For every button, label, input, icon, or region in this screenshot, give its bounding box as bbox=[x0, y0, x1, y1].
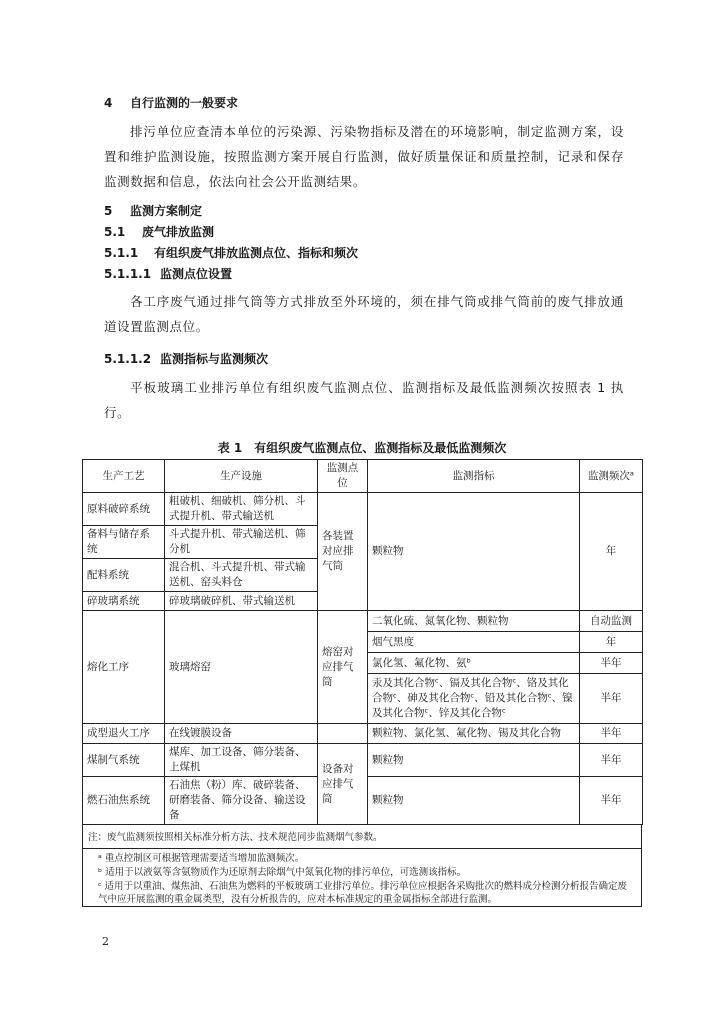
cell-facility: 在线镀膜设备 bbox=[165, 724, 318, 744]
header-point: 监测点位 bbox=[318, 460, 368, 493]
section-title: 自行监测的一般要求 bbox=[130, 96, 239, 110]
footnote-c: ᶜ 适用于以重油、煤焦油、石油焦为燃料的平板玻璃工业排污单位。排污单位应根据各采购批次的燃料成分检测分析报告确定废气中应开展监测的重金属类型，没有分析报告的，应对本标准规定的重金属指标全部进行监测。 bbox=[98, 881, 628, 905]
header-indicator: 监测指标 bbox=[368, 460, 580, 493]
section-title: 监测方案制定 bbox=[130, 204, 203, 218]
section-number: 5.1.1.1 bbox=[104, 267, 152, 281]
cell-indicator: 颗粒物 bbox=[368, 493, 580, 611]
cell-frequency: 年 bbox=[580, 632, 643, 653]
cell-facility: 石油焦（粉）库、破碎装备、研磨装备、筛分设备、输送设备 bbox=[165, 777, 318, 825]
section-number: 5.1.1 bbox=[104, 246, 139, 260]
cell-facility: 碎玻璃破碎机、带式输送机 bbox=[165, 592, 318, 611]
cell-facility: 混合机、斗式提升机、带式输送机、窑头料仓 bbox=[165, 559, 318, 592]
cell-point: 设备对应排气筒 bbox=[318, 744, 368, 825]
section-5-1-1-1-heading bbox=[104, 266, 232, 282]
cell-process: 碎玻璃系统 bbox=[83, 592, 165, 611]
cell-process: 燃石油焦系统 bbox=[83, 777, 165, 825]
section-number: 5.1 bbox=[104, 225, 126, 239]
section-5-1-1-heading bbox=[104, 245, 358, 261]
table-row bbox=[83, 744, 643, 777]
section-5-1-1-2-heading bbox=[104, 351, 268, 367]
paragraph-self-monitoring: 排污单位应查清本单位的污染源、污染物指标及潜在的环境影响，制定监测方案，设置和维护监测设施，按照监测方案开展自行监测，做好质量保证和质量控制，记录和保存监测数据和信息，依法向社会公开监测结果。 bbox=[104, 124, 624, 189]
cell-process: 原料破碎系统 bbox=[83, 493, 165, 526]
cell-process: 煤制气系统 bbox=[83, 744, 165, 777]
cell-frequency: 自动监测 bbox=[580, 611, 643, 632]
table-row bbox=[83, 724, 643, 744]
paragraph-table-reference: 平板玻璃工业排污单位有组织废气监测点位、监测指标及最低监测频次按照表 1 执行。 bbox=[104, 380, 624, 420]
section-title: 废气排放监测 bbox=[142, 225, 215, 239]
section-title: 监测点位设置 bbox=[160, 267, 233, 281]
cell-frequency: 半年 bbox=[580, 724, 643, 744]
footnote-a: ᵃ 重点控制区可根据管理需要适当增加监测频次。 bbox=[98, 853, 305, 864]
cell-process: 成型退火工序 bbox=[83, 724, 165, 744]
cell-indicator: 汞及其化合物ᶜ、镉及其化合物ᶜ、铬及其化合物ᶜ、砷及其化合物ᶜ、铅及其化合物ᶜ、镍及其化合物ᶜ、锌及其化合物ᶜ bbox=[368, 674, 580, 724]
cell-process: 熔化工序 bbox=[83, 611, 165, 724]
table-row bbox=[83, 493, 643, 526]
cell-frequency: 半年 bbox=[580, 777, 643, 825]
cell-facility: 粗破机、细破机、筛分机、斗式提升机、带式输送机 bbox=[165, 493, 318, 526]
table-header-row bbox=[83, 460, 643, 493]
cell-frequency: 半年 bbox=[580, 674, 643, 724]
section-title: 有组织废气排放监测点位、指标和频次 bbox=[154, 246, 359, 260]
page-number: 2 bbox=[102, 935, 109, 948]
cell-point: 熔窑对应排气筒 bbox=[318, 611, 368, 724]
table-caption: 表 1 有组织废气监测点位、监测指标及最低监测频次 bbox=[217, 441, 507, 455]
notes-divider bbox=[82, 848, 642, 849]
header-facility: 生产设施 bbox=[165, 460, 318, 493]
cell-indicator: 颗粒物 bbox=[368, 777, 580, 825]
cell-frequency: 半年 bbox=[580, 744, 643, 777]
section-title: 监测指标与监测频次 bbox=[160, 352, 269, 366]
cell-indicator: 烟气黑度 bbox=[368, 632, 580, 653]
cell-process: 配料系统 bbox=[83, 559, 165, 592]
cell-indicator: 颗粒物 bbox=[368, 744, 580, 777]
section-5-heading bbox=[104, 203, 202, 219]
section-4-heading bbox=[104, 95, 238, 111]
cell-frequency: 半年 bbox=[580, 653, 643, 674]
table-row bbox=[83, 611, 643, 632]
cell-indicator: 颗粒物、氯化氢、氟化物、锡及其化合物 bbox=[368, 724, 580, 744]
cell-frequency: 年 bbox=[580, 493, 643, 611]
cell-facility: 煤库、加工设备、筛分装备、上煤机 bbox=[165, 744, 318, 777]
section-number: 4 bbox=[104, 96, 113, 110]
paragraph-monitoring-points: 各工序废气通过排气筒等方式排放至外环境的，须在排气筒或排气筒前的废气排放通道设置监测点位。 bbox=[104, 294, 624, 334]
cell-facility: 斗式提升机、带式输送机、筛分机 bbox=[165, 526, 318, 559]
cell-indicator: 氯化氢、氟化物、氨ᵇ bbox=[368, 653, 580, 674]
footnote-b: ᵇ 适用于以液氨等含氨物质作为还原剂去除烟气中氮氧化物的排污单位，可选测该指标。 bbox=[98, 867, 467, 878]
cell-facility: 玻璃熔窑 bbox=[165, 611, 318, 724]
cell-indicator: 二氧化硫、氮氧化物、颗粒物 bbox=[368, 611, 580, 632]
section-5-1-heading bbox=[104, 224, 214, 240]
section-number: 5.1.1.2 bbox=[104, 352, 152, 366]
header-process: 生产工艺 bbox=[83, 460, 165, 493]
section-number: 5 bbox=[104, 204, 113, 218]
cell-point bbox=[318, 724, 368, 744]
cell-point: 各装置对应排气筒 bbox=[318, 493, 368, 611]
cell-process: 备料与储存系统 bbox=[83, 526, 165, 559]
header-frequency: 监测频次ᵃ bbox=[580, 460, 643, 493]
monitoring-table bbox=[82, 459, 643, 825]
note-main: 注：废气监测须按照相关标准分析方法、技术规范同步监测烟气参数。 bbox=[88, 832, 383, 843]
